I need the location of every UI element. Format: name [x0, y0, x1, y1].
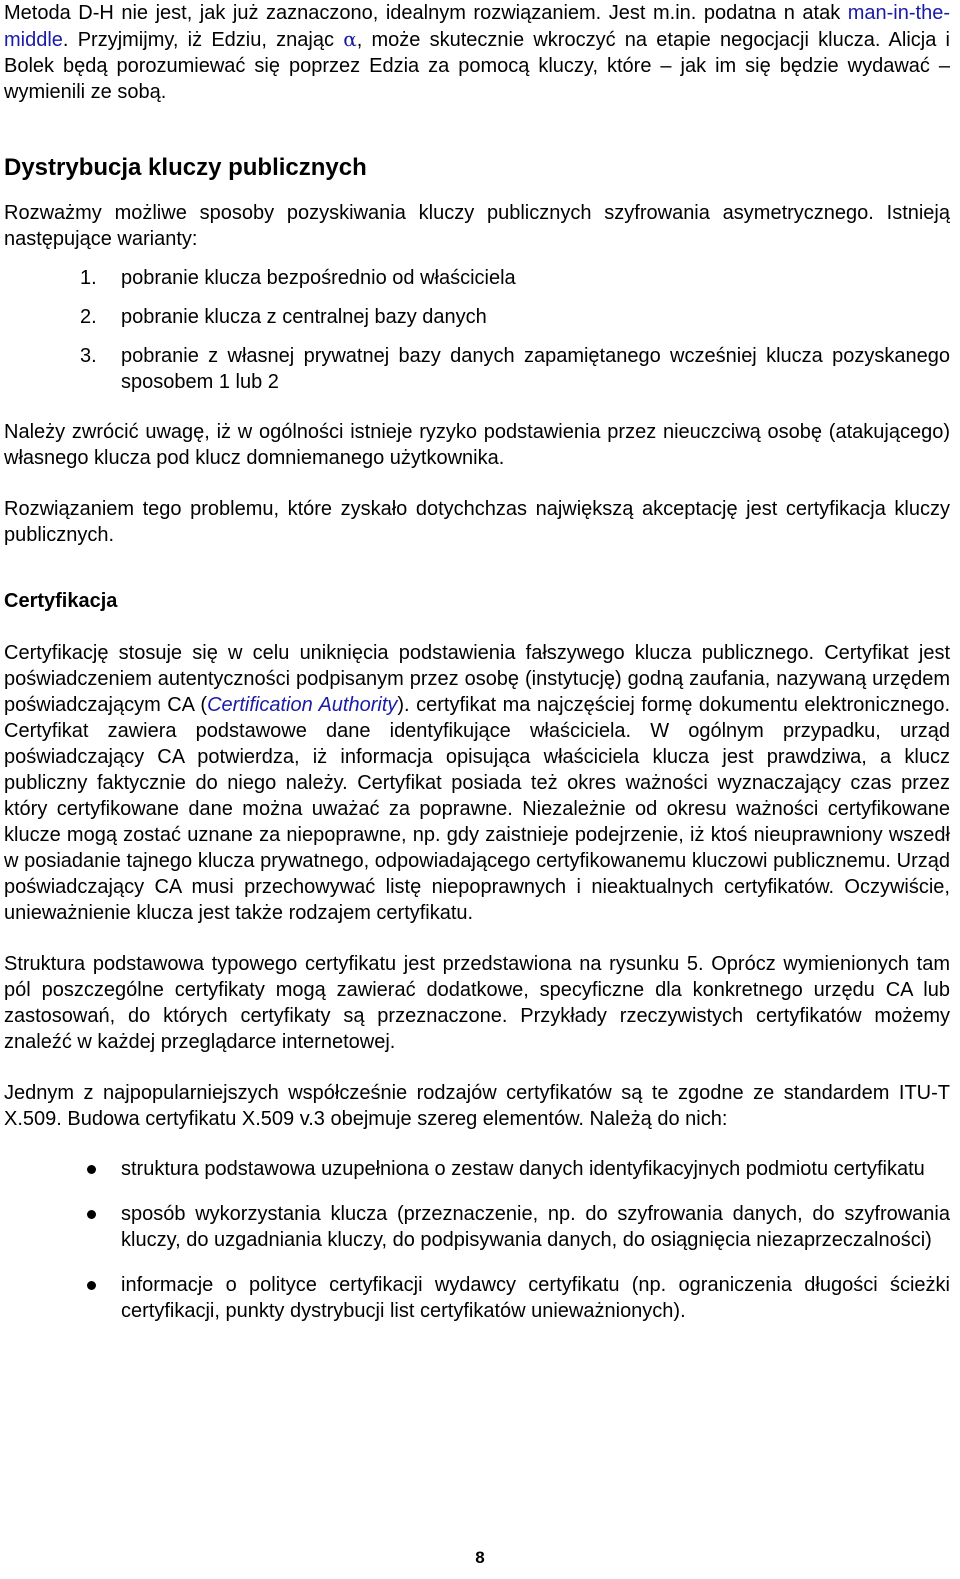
list-item: 3. pobranie z własnej prywatnej bazy danych zapamiętanego wcześniej klucza pozyskanego sposobem 1 lub 2 [80, 345, 950, 393]
bullet-icon [87, 1281, 96, 1290]
intro-text-a: Metoda D-H nie jest, jak już zaznaczono, idealnym rozwiązaniem. Jest m.in. podatna n atak [4, 2, 848, 24]
bullet-icon [87, 1210, 96, 1219]
numbered-list [4, 265, 950, 395]
intro-text-b: . Przyjmijmy, iż Edziu, znając [62, 29, 344, 51]
section-heading-key-distribution: Dystrybucja kluczy publicznych [4, 154, 367, 181]
document-page [4, 0, 950, 1324]
section1-paragraph-2: Należy zwrócić uwagę, iż w ogólności istnieje ryzyko podstawienia przez nieuczciwą osobę (atakującego) własnego klucza pod klucz domniemanego użytkownika. [4, 421, 950, 469]
section1-paragraph-1: Rozważmy możliwe sposoby pozyskiwania kluczy publicznych szyfrowania asymetrycznego. Istnieją następujące warianty: [4, 202, 950, 250]
section-heading-certification: Certyfikacja [4, 590, 118, 612]
bullet-icon [87, 1165, 96, 1174]
structure-paragraph: Struktura podstawowa typowego certyfikatu jest przedstawiona na rysunku 5. Oprócz wymienionych tam pól poszczególne certyfikaty mogą zawierać dodatkowe, specyficzne dla konkretnego urzędu CA lub zastosowań, do których certyfikaty są przeznaczone. Przykłady rzeczywistych certyfikatów możemy znaleźć w każdej przeglądarce internetowej. [4, 953, 950, 1053]
alpha-symbol: α [343, 27, 357, 51]
bullet-item: sposób wykorzystania klucza (przeznaczenie, np. do szyfrowania danych, do szyfrowania kluczy, do uzgadniania kluczy, do podpisywania danych, do osiągnięcia niezaprzeczalności) [4, 1201, 950, 1253]
list-item: 1. pobranie klucza bezpośrednio od właściciela [80, 267, 516, 289]
mitm-term: man-in-the-middle [4, 2, 950, 51]
x509-paragraph: Jednym z najpopularniejszych współcześnie rodzajów certyfikatów są te zgodne ze standardem ITU-T X.509. Budowa certyfikatu X.509 v.3 obejmuje szereg elementów. Należą do nich: [4, 1082, 950, 1130]
intro-text-c: , może skutecznie wkroczyć na etapie negocjacji klucza. Alicja i Bolek będą porozumiewać się poprzez Edzia za pomocą kluczy, które – jak im się będzie wydawać – wymienili ze sobą. [4, 29, 950, 103]
certification-paragraph: Certyfikację stosuje się w celu uniknięcia podstawienia fałszywego klucza publicznego. Certyfikat jest poświadczeniem autentyczności podpisanym przez osobę (instytucję) godną zaufania, nazywaną urzędem poświadczającym CA (Certification Authority). certyfikat ma najczęściej formę dokumentu elektronicznego. Certyfikat zawiera podstawowe dane identyfikujące właściciela. W ogólnym przypadku, urząd poświadczający CA potwierdza, iż informacja opisująca właściciela klucza jest prawdziwa, a klucz publiczny faktycznie do niego należy. Certyfikat posiada też okres ważności wyznaczający czas przez który certyfikowane dane można uważać za poprawne. Niezależnie od okresu ważności certyfikowane klucze mogą zostać uznane za niepoprawne, np. gdy zaistnieje podejrzenie, iż ktoś nieuprawniony wszedł w posiadanie tajnego klucza prywatnego, odpowiadającego certyfikowanemu kluczowi publicznemu. Urząd poświadczający CA musi przechowywać listę niepoprawnych i nieaktualnych certyfikatów. Oczywiście, unieważnienie klucza jest także rodzajem certyfikatu. [4, 642, 951, 924]
bullet-item: informacje o polityce certyfikacji wydawcy certyfikatu (np. ograniczenia długości ścieżki certyfikacji, punkty dystrybucji list certyfikatów unieważnionych). [4, 1272, 950, 1324]
bullet-item: struktura podstawowa uzupełniona o zestaw danych identyfikacyjnych podmiotu certyfikatu [4, 1156, 950, 1182]
intro-paragraph [4, 0, 950, 105]
certification-authority-term: Certification Authority [207, 694, 398, 716]
list-item: 2. pobranie klucza z centralnej bazy danych [80, 306, 487, 328]
bullet-list [4, 1156, 950, 1324]
page-number: 8 [475, 1548, 485, 1567]
section1-paragraph-3: Rozwiązaniem tego problemu, które zyskało dotychchzas największą akceptację jest certyfikacja kluczy publicznych. [4, 498, 950, 546]
